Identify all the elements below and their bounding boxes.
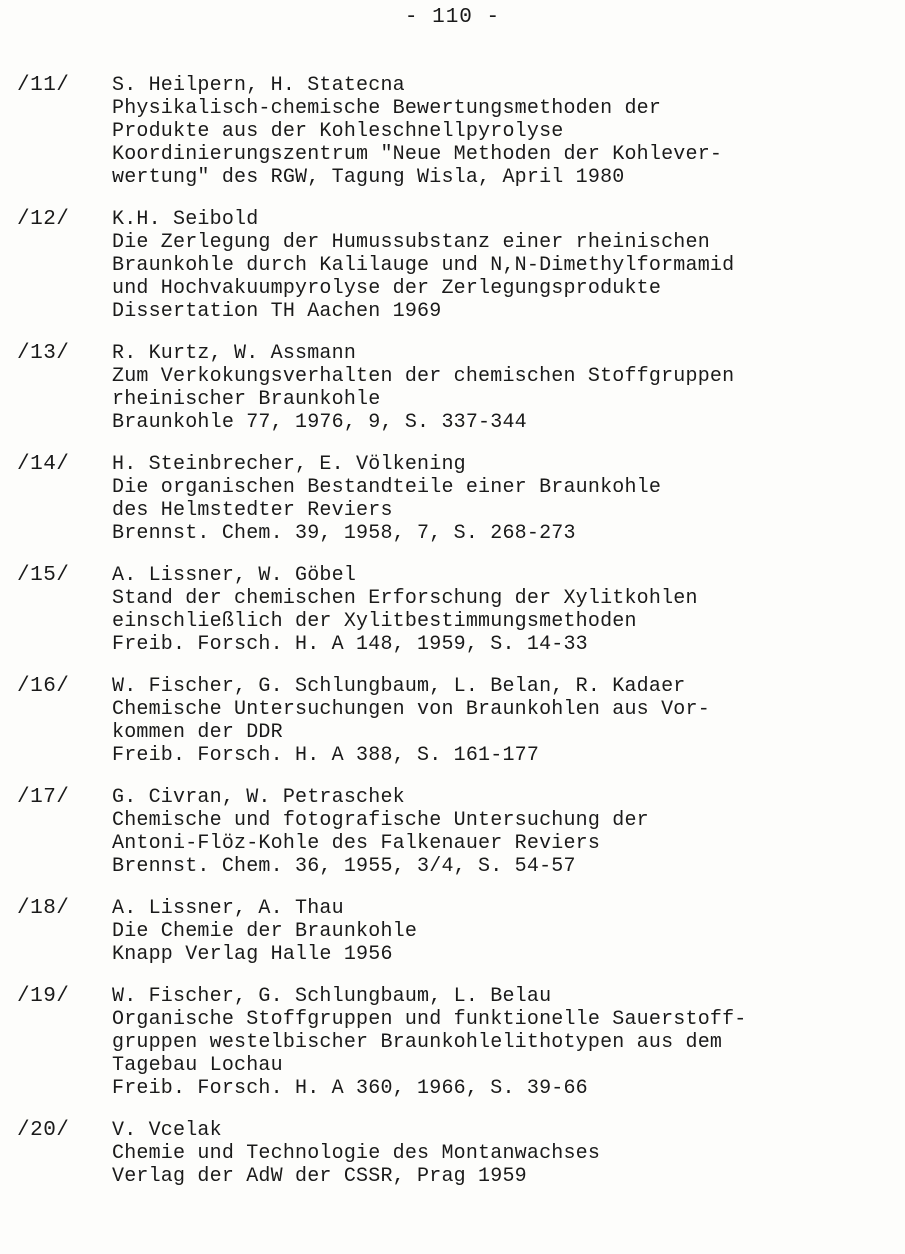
reference-line: Chemische Untersuchungen von Braunkohlen aus Vor- — [112, 698, 710, 721]
reference-line: Braunkohle durch Kalilauge und N,N-Dimethylformamid — [112, 254, 735, 277]
reference-body — [112, 985, 902, 1100]
reference-line: W. Fischer, G. Schlungbaum, L. Belau — [112, 985, 552, 1008]
reference-line: Freib. Forsch. H. A 148, 1959, S. 14-33 — [112, 633, 588, 656]
reference-line: gruppen westelbischer Braunkohlelithotypen aus dem — [112, 1031, 723, 1054]
reference-line: Koordinierungszentrum "Neue Methoden der Kohlever- — [112, 143, 723, 166]
reference-line: V. Vcelak — [112, 1119, 222, 1142]
reference-body — [112, 675, 902, 767]
reference-body — [112, 208, 902, 323]
reference-line: Die organischen Bestandteile einer Braunkohle — [112, 476, 662, 499]
reference-line: Brennst. Chem. 36, 1955, 3/4, S. 54-57 — [112, 855, 576, 878]
reference-line: A. Lissner, A. Thau — [112, 897, 344, 920]
reference-line: Braunkohle 77, 1976, 9, S. 337-344 — [112, 411, 527, 434]
reference-entry — [0, 1119, 905, 1188]
reference-line: Freib. Forsch. H. A 388, S. 161-177 — [112, 744, 540, 767]
reference-line: Antoni-Flöz-Kohle des Falkenauer Reviers — [112, 832, 601, 855]
reference-line: Die Chemie der Braunkohle — [112, 920, 418, 943]
reference-line: S. Heilpern, H. Statecna — [112, 74, 405, 97]
reference-line: Die Zerlegung der Humussubstanz einer rheinischen — [112, 231, 710, 254]
reference-entry — [0, 897, 905, 966]
reference-line: Produkte aus der Kohleschnellpyrolyse — [112, 120, 564, 143]
reference-line: W. Fischer, G. Schlungbaum, L. Belan, R. Kadaer — [112, 675, 686, 698]
reference-entry — [0, 74, 905, 189]
reference-line: Knapp Verlag Halle 1956 — [112, 943, 393, 966]
reference-line: Brennst. Chem. 39, 1958, 7, S. 268-273 — [112, 522, 576, 545]
reference-line: des Helmstedter Reviers — [112, 499, 393, 522]
reference-line: K.H. Seibold — [112, 208, 259, 231]
reference-line: Tagebau Lochau — [112, 1054, 283, 1077]
reference-list — [0, 74, 905, 1207]
reference-line: kommen der DDR — [112, 721, 283, 744]
reference-entry — [0, 342, 905, 434]
reference-entry — [0, 208, 905, 323]
reference-line: Organische Stoffgruppen und funktionelle Sauerstoff- — [112, 1008, 747, 1031]
reference-line: A. Lissner, W. Göbel — [112, 564, 357, 587]
reference-line: G. Civran, W. Petraschek — [112, 786, 405, 809]
reference-line: einschließlich der Xylitbestimmungsmethoden — [112, 610, 637, 633]
reference-number: /11/ — [17, 74, 70, 97]
reference-entry — [0, 564, 905, 656]
reference-line: Zum Verkokungsverhalten der chemischen Stoffgruppen — [112, 365, 735, 388]
reference-body — [112, 453, 902, 545]
reference-line: Verlag der AdW der CSSR, Prag 1959 — [112, 1165, 527, 1188]
reference-body — [112, 786, 902, 878]
reference-number: /15/ — [17, 564, 70, 587]
reference-body — [112, 1119, 902, 1188]
reference-number: /20/ — [17, 1119, 70, 1142]
reference-body — [112, 897, 902, 966]
reference-line: H. Steinbrecher, E. Völkening — [112, 453, 466, 476]
reference-body — [112, 564, 902, 656]
page-number: - 110 - — [404, 6, 501, 29]
reference-line: Chemie und Technologie des Montanwachses — [112, 1142, 601, 1165]
reference-line: R. Kurtz, W. Assmann — [112, 342, 357, 365]
reference-line: wertung" des RGW, Tagung Wisla, April 1980 — [112, 166, 625, 189]
reference-number: /14/ — [17, 453, 70, 476]
reference-line: Dissertation TH Aachen 1969 — [112, 300, 442, 323]
reference-line: Physikalisch-chemische Bewertungsmethoden der — [112, 97, 662, 120]
reference-entry — [0, 453, 905, 545]
reference-number: /12/ — [17, 208, 70, 231]
reference-line: und Hochvakuumpyrolyse der Zerlegungsprodukte — [112, 277, 662, 300]
reference-line: rheinischer Braunkohle — [112, 388, 381, 411]
reference-number: /19/ — [17, 985, 70, 1008]
reference-line: Freib. Forsch. H. A 360, 1966, S. 39-66 — [112, 1077, 588, 1100]
reference-body — [112, 342, 902, 434]
reference-number: /16/ — [17, 675, 70, 698]
reference-line: Stand der chemischen Erforschung der Xylitkohlen — [112, 587, 698, 610]
reference-entry — [0, 985, 905, 1100]
reference-number: /13/ — [17, 342, 70, 365]
reference-number: /18/ — [17, 897, 70, 920]
reference-body — [112, 74, 902, 189]
reference-entry — [0, 675, 905, 767]
reference-number: /17/ — [17, 786, 70, 809]
reference-entry — [0, 786, 905, 878]
reference-line: Chemische und fotografische Untersuchung der — [112, 809, 649, 832]
